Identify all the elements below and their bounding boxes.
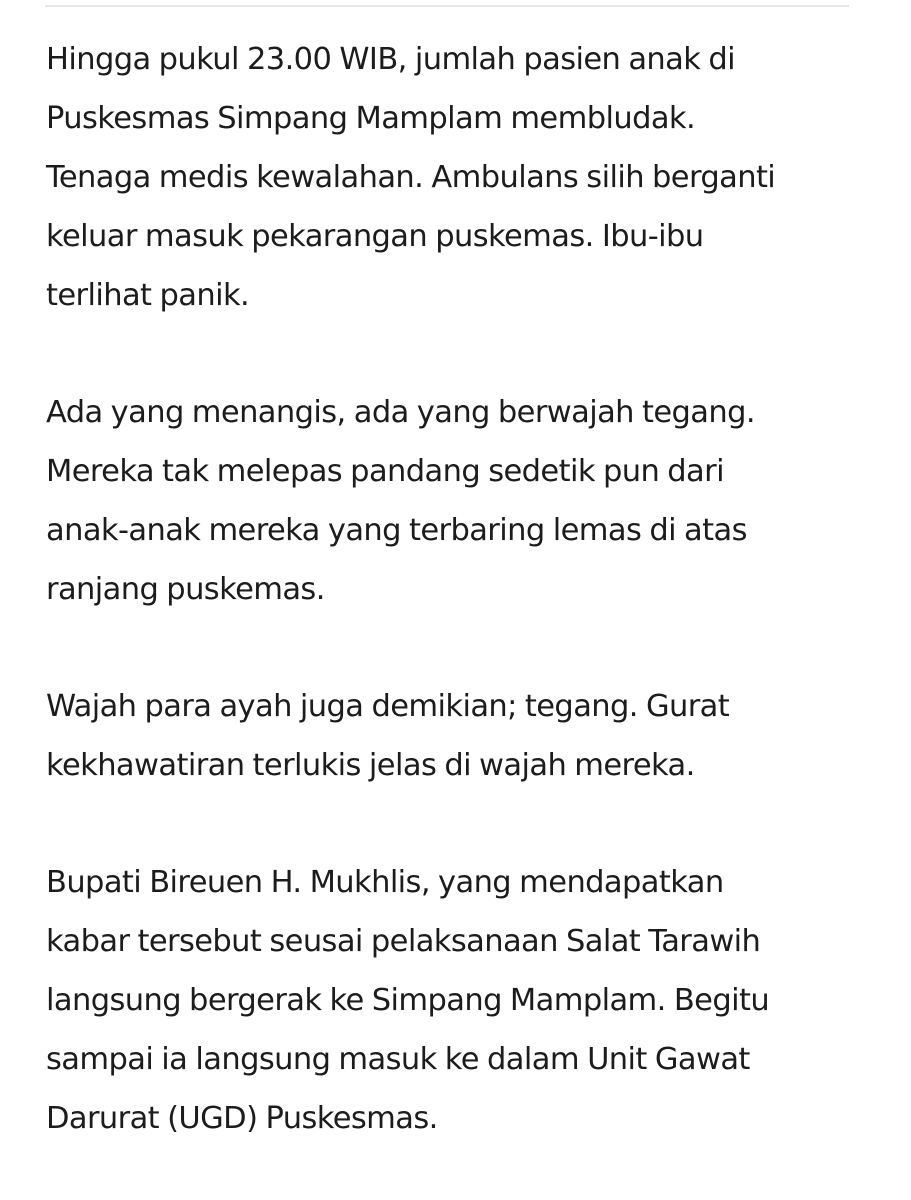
paragraph-line: Bupati Bireuen H. Mukhlis, yang mendapatkan — [46, 865, 724, 900]
paragraph-line: Wajah para ayah juga demikian; tegang. Gurat — [46, 689, 730, 724]
paragraph-line: Tenaga medis kewalahan. Ambulans silih berganti — [46, 160, 776, 195]
paragraph-line: Puskesmas Simpang Mamplam membludak. — [46, 101, 696, 136]
paragraph-line: Hingga pukul 23.00 WIB, jumlah pasien anak di — [46, 42, 736, 77]
paragraph-line: Mereka tak melepas pandang sedetik pun dari — [46, 454, 724, 489]
paragraph-line: Darurat (UGD) Puskesmas. — [46, 1101, 438, 1136]
paragraph-line: terlihat panik. — [46, 278, 250, 313]
paragraph-3 — [46, 677, 851, 795]
article-body — [46, 30, 851, 1148]
paragraph-1 — [46, 30, 851, 325]
paragraph-line: kekhawatiran terlukis jelas di wajah mereka. — [46, 748, 695, 783]
top-divider — [45, 5, 849, 7]
paragraph-line: sampai ia langsung masuk ke dalam Unit Gawat — [46, 1042, 750, 1077]
paragraph-line: langsung bergerak ke Simpang Mamplam. Begitu — [46, 983, 770, 1018]
paragraph-4 — [46, 853, 851, 1148]
paragraph-line: anak-anak mereka yang terbaring lemas di atas — [46, 513, 747, 548]
paragraph-line: kabar tersebut seusai pelaksanaan Salat Tarawih — [46, 924, 761, 959]
paragraph-line: ranjang puskemas. — [46, 572, 325, 607]
paragraph-2 — [46, 383, 851, 619]
paragraph-line: Ada yang menangis, ada yang berwajah tegang. — [46, 395, 755, 430]
paragraph-line: keluar masuk pekarangan puskemas. Ibu-ibu — [46, 219, 704, 254]
